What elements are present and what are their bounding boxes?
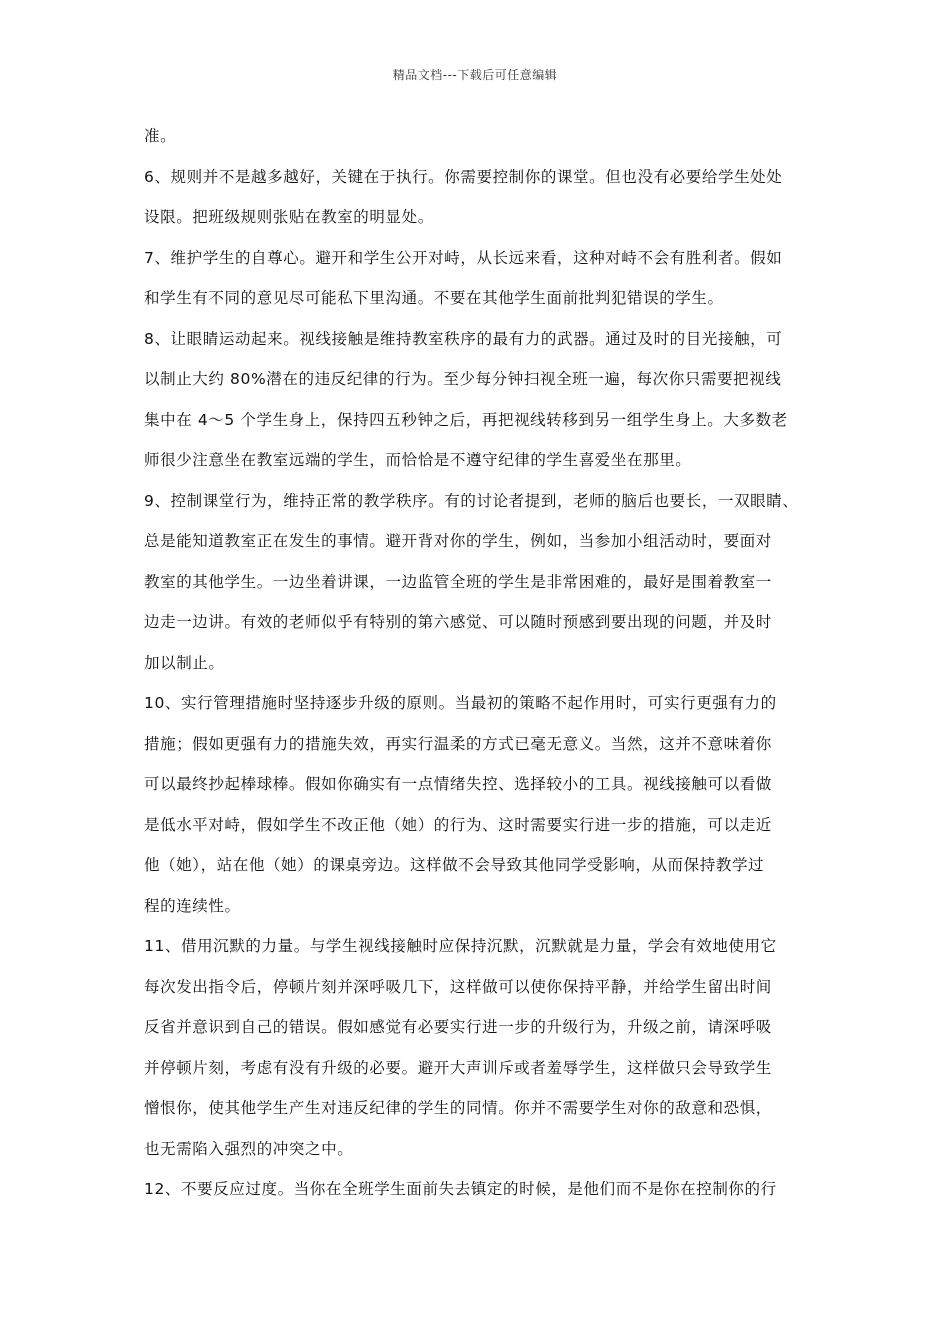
text-line: 他（她），站在他（她）的课桌旁边。这样做不会导致其他同学受影响，从而保持教学过 <box>144 856 765 874</box>
text-line: 憎恨你，使其他学生产生对违反纪律的学生的同情。你并不需要学生对你的敌意和恐惧， <box>144 1099 772 1117</box>
text-line: 7、维护学生的自尊心。避开和学生公开对峙，从长远来看，这种对峙不会有胜利者。假如 <box>144 248 783 267</box>
text-line: 程的连续性。 <box>144 896 241 915</box>
text-line: 集中在 4～5 个学生身上，保持四五秒钟之后，再把视线转移到另一组学生身上。大多数老 <box>144 410 788 429</box>
text-line: 以制止大约 80%潜在的违反纪律的行为。至少每分钟扫视全班一遍，每次你只需要把视线 <box>144 370 782 388</box>
text-line: 和学生有不同的意见尽可能私下里沟通。不要在其他学生面前批判犯错误的学生。 <box>144 289 724 307</box>
text-line: 11、借用沉默的力量。与学生视线接触时应保持沉默，沉默就是力量，学会有效地使用它 <box>144 937 777 955</box>
text-line: 并停顿片刻，考虑有没有升级的必要。避开大声训斥或者羞辱学生，这样做只会导致学生 <box>144 1058 772 1077</box>
text-line: 是低水平对峙，假如学生不改正他（她）的行为、这时需要实行进一步的措施，可以走近 <box>144 815 772 834</box>
text-line: 也无需陷入强烈的冲突之中。 <box>144 1139 354 1158</box>
document-body <box>144 116 810 1210</box>
text-line: 6、规则并不是越多越好，关键在于执行。你需要控制你的课堂。但也没有必要给学生处处 <box>144 167 783 186</box>
page-header: 精品文档---下载后可任意编辑 <box>392 68 558 82</box>
text-line: 边走一边讲。有效的老师似乎有特别的第六感觉、可以随时预感到要出现的问题，并及时 <box>144 613 772 631</box>
text-line: 反省并意识到自己的错误。假如感觉有必要实行进一步的升级行为，升级之前，请深呼吸 <box>144 1018 772 1036</box>
text-line: 措施；假如更强有力的措施失效，再实行温柔的方式已毫无意义。当然，这并不意味着你 <box>144 734 772 753</box>
text-line: 教室的其他学生。一边坐着讲课，一边监管全班的学生是非常困难的，最好是围着教室一 <box>144 572 772 591</box>
text-line: 每次发出指令后，停顿片刻并深呼吸几下，这样做可以使你保持平静，并给学生留出时间 <box>144 977 772 996</box>
text-line: 设限。把班级规则张贴在教室的明显处。 <box>144 208 434 226</box>
text-line: 12、不要反应过度。当你在全班学生面前失去镇定的时候，是他们而不是你在控制你的行 <box>144 1180 777 1198</box>
text-line: 加以制止。 <box>144 653 225 672</box>
text-line: 总是能知道教室正在发生的事情。避开背对你的学生，例如，当参加小组活动时，要面对 <box>144 532 772 550</box>
text-line: 可以最终抄起棒球棒。假如你确实有一点情绪失控、选择较小的工具。视线接触可以看做 <box>144 775 772 793</box>
text-line: 8、让眼睛运动起来。视线接触是维持教室秩序的最有力的武器。通过及时的目光接触，可 <box>144 329 783 348</box>
text-line: 准。 <box>144 127 177 145</box>
text-line: 师很少注意坐在教室远端的学生，而恰恰是不遵守纪律的学生喜爱坐在那里。 <box>144 451 692 469</box>
text-line: 9、控制课堂行为，维持正常的教学秩序。有的讨论者提到，老师的脑后也要长，一双眼睛、 <box>144 491 799 510</box>
text-line: 10、实行管理措施时坚持逐步升级的原则。当最初的策略不起作用时，可实行更强有力的 <box>144 694 777 712</box>
